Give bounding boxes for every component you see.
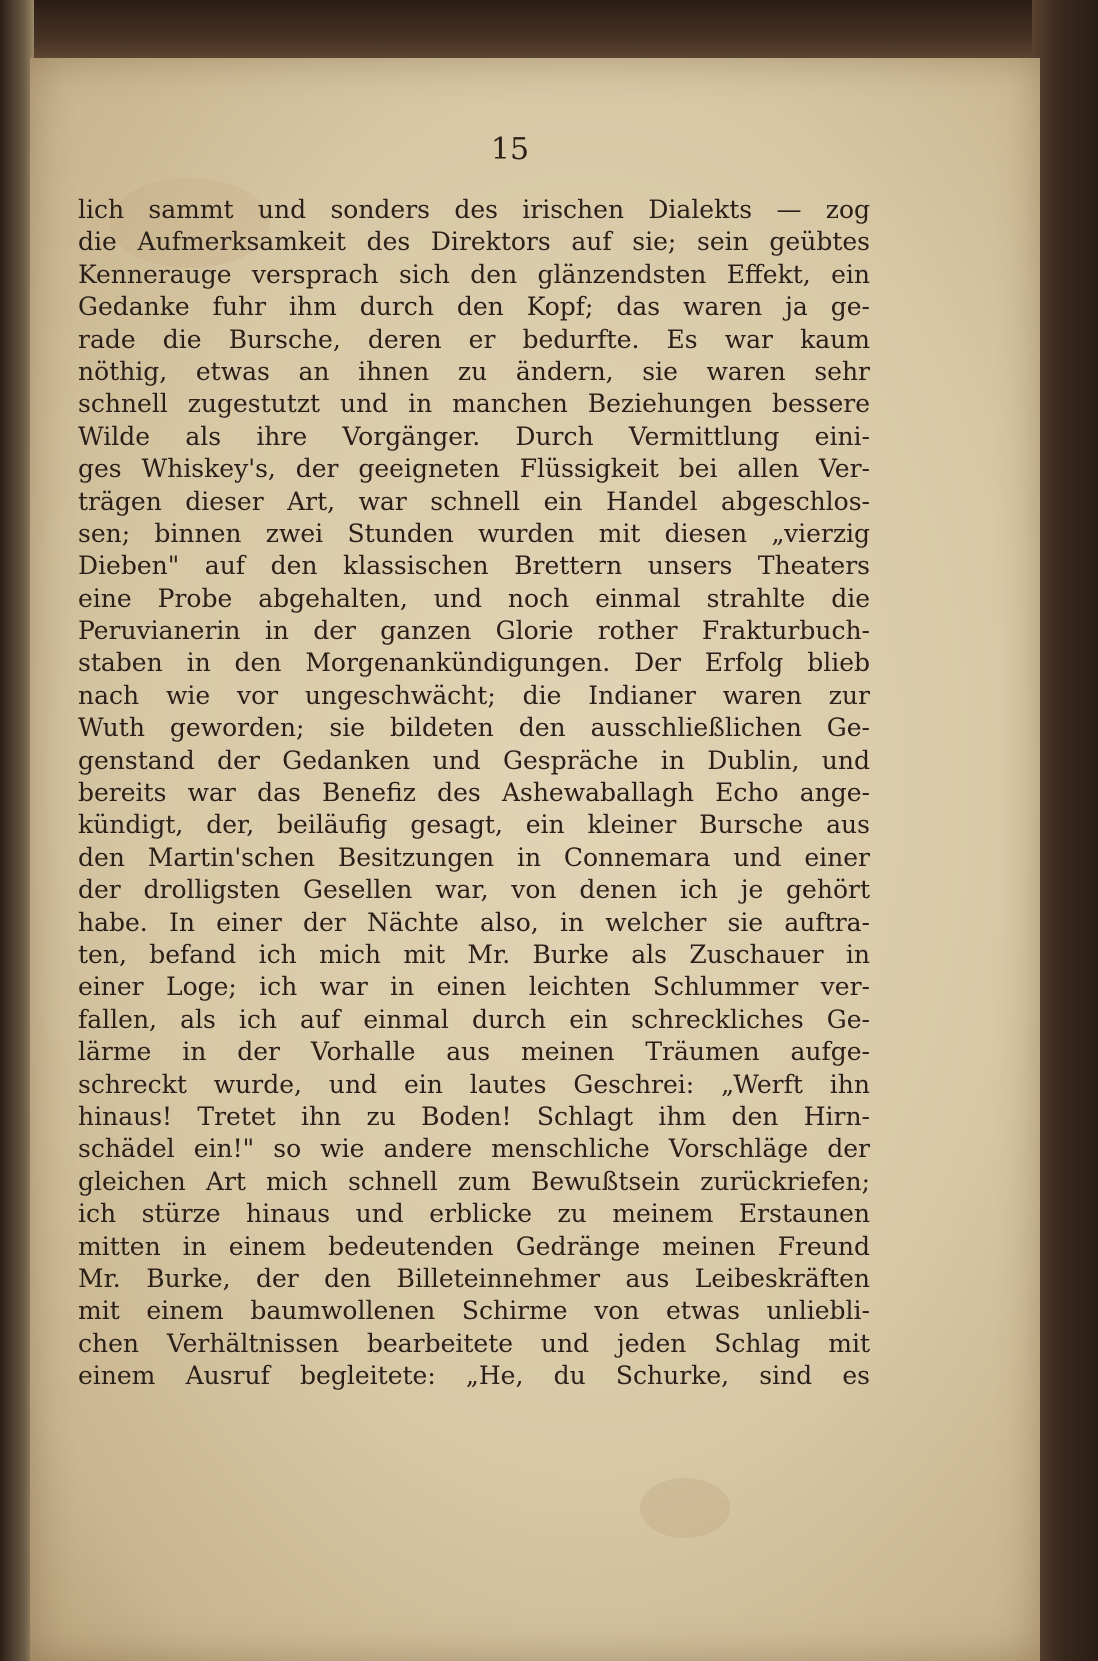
body-text: [78, 194, 870, 1392]
book-binding-left: [0, 0, 34, 1661]
text-line: ich stürze hinaus und erblicke zu meinem Erstaunen: [78, 1199, 870, 1229]
text-line: kündigt, der, beiläufig gesagt, ein kleiner Bursche aus: [78, 810, 870, 840]
text-line: eine Probe abgehalten, und noch einmal strahlte die: [78, 583, 870, 613]
text-line: trägen dieser Art, war schnell ein Handel abgeschlos-: [78, 486, 870, 516]
text-line: genstand der Gedanken und Gespräche in Dublin, und: [78, 745, 870, 775]
book-binding-right: [1032, 0, 1098, 1661]
text-line: ten, befand ich mich mit Mr. Burke als Zuschauer in: [78, 939, 870, 969]
text-line: schnell zugestutzt und in manchen Beziehungen bessere: [78, 389, 870, 419]
text-line: schreckt wurde, und ein lautes Geschrei: „Werft ihn: [78, 1069, 870, 1099]
text-line: Kennerauge versprach sich den glänzendsten Effekt, ein: [78, 259, 870, 289]
text-line: fallen, als ich auf einmal durch ein schreckliches Ge-: [78, 1004, 870, 1034]
text-line: bereits war das Benefiz des Ashewaballagh Echo ange-: [78, 778, 870, 808]
text-line: gleichen Art mich schnell zum Bewußtsein zurückriefen;: [78, 1166, 870, 1196]
page-number: 15: [490, 132, 530, 167]
text-line: die Aufmerksamkeit des Direktors auf sie; sein geübtes: [78, 227, 870, 257]
text-line: mit einem baumwollenen Schirme von etwas unliebli-: [78, 1296, 870, 1326]
text-line: nach wie vor ungeschwächt; die Indianer waren zur: [78, 680, 870, 710]
text-line: hinaus! Tretet ihn zu Boden! Schlagt ihm den Hirn-: [78, 1101, 870, 1131]
text-line: Wilde als ihre Vorgänger. Durch Vermittlung eini-: [78, 421, 870, 451]
paper-stain: [640, 1478, 730, 1538]
text-line: Gedanke fuhr ihm durch den Kopf; das waren ja ge-: [78, 292, 870, 322]
text-line: lich sammt und sonders des irischen Dialekts — zog: [78, 195, 870, 224]
text-line: Wuth geworden; sie bildeten den ausschließlichen Ge-: [78, 713, 870, 743]
text-line: Peruvianerin in der ganzen Glorie rother Frakturbuch-: [78, 616, 870, 646]
text-line: mitten in einem bedeutenden Gedränge meinen Freund: [78, 1231, 870, 1261]
text-line: einem Ausruf begleitete: „He, du Schurke, sind es: [78, 1361, 870, 1391]
text-line: ges Whiskey's, der geeigneten Flüssigkeit bei allen Ver-: [78, 454, 870, 484]
text-line: nöthig, etwas an ihnen zu ändern, sie waren sehr: [78, 356, 870, 386]
text-line: Mr. Burke, der den Billeteinnehmer aus Leibeskräften: [78, 1263, 870, 1293]
text-line: den Martin'schen Besitzungen in Connemara und einer: [78, 842, 870, 872]
text-line: habe. In einer der Nächte also, in welcher sie auftra-: [78, 907, 870, 937]
text-line: rade die Bursche, deren er bedurfte. Es war kaum: [78, 324, 870, 354]
book-page: [30, 58, 1040, 1661]
text-line: schädel ein!" so wie andere menschliche Vorschläge der: [78, 1134, 870, 1164]
text-line: lärme in der Vorhalle aus meinen Träumen aufge-: [78, 1037, 870, 1067]
text-line: sen; binnen zwei Stunden wurden mit diesen „vierzig: [78, 518, 870, 548]
text-line: der drolligsten Gesellen war, von denen ich je gehört: [78, 875, 870, 905]
text-line: Dieben" auf den klassischen Brettern unsers Theaters: [78, 551, 870, 581]
text-line: staben in den Morgenankündigungen. Der Erfolg blieb: [78, 648, 870, 678]
text-line: chen Verhältnissen bearbeitete und jeden Schlag mit: [78, 1328, 870, 1358]
text-line: einer Loge; ich war in einen leichten Schlummer ver-: [78, 972, 870, 1002]
